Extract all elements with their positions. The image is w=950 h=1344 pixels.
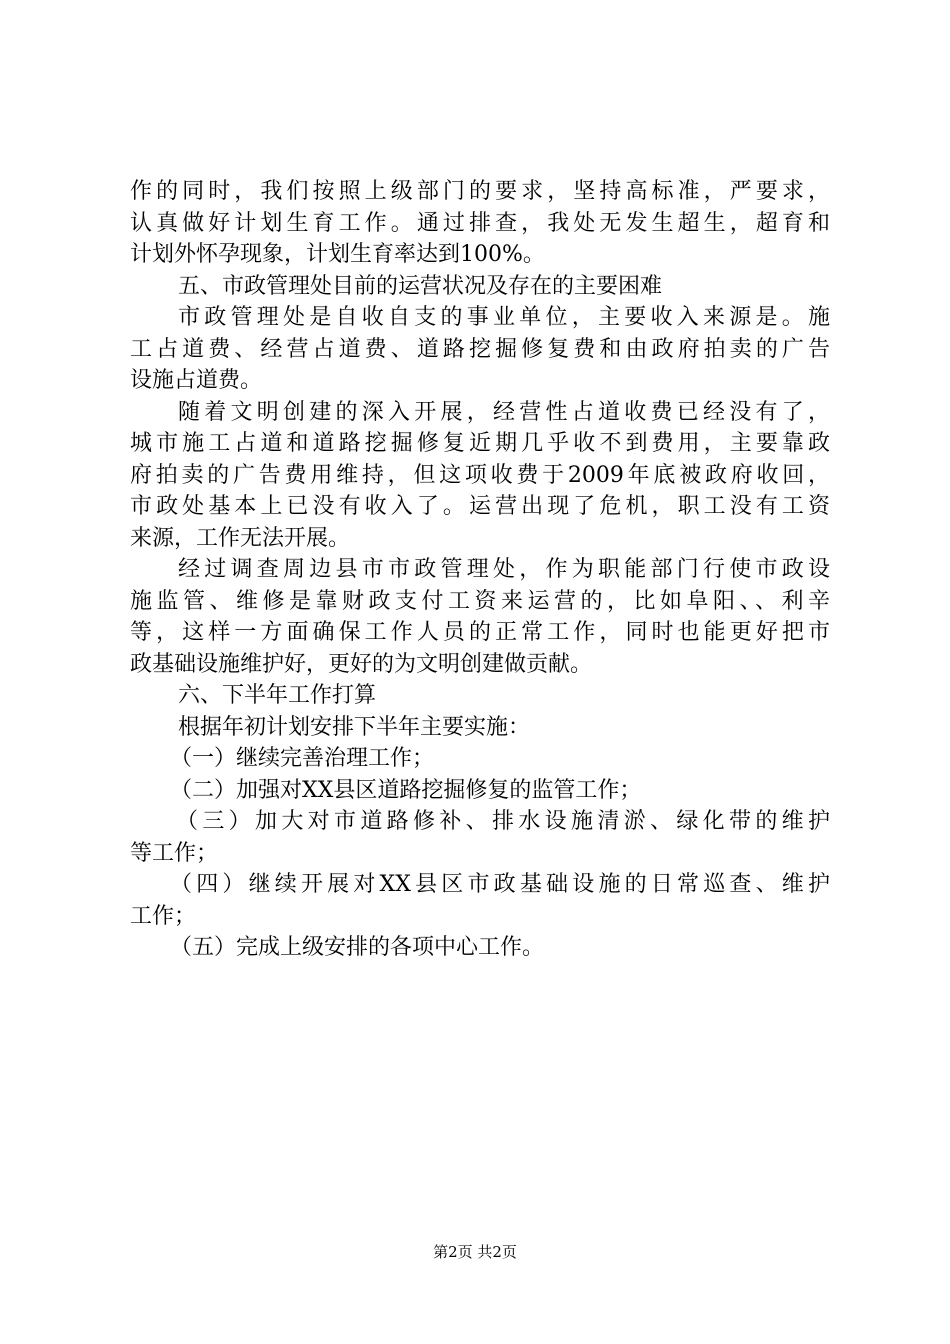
body-line: 根据年初计划安排下半年主要实施： [178, 714, 531, 740]
body-line: 设施占道费。 [130, 368, 263, 393]
body-line: 计划外怀孕现象，计划生育率达到100%。 [130, 242, 545, 267]
body-line: 城市施工占道和道路挖掘修复近期几乎收不到费用，主要靠政 [130, 431, 830, 456]
page-number-footer: 第2页 共2页 [433, 1243, 517, 1261]
list-item: （二）加强对XX县区道路挖掘修复的监管工作； [170, 777, 642, 803]
body-line: 府拍卖的广告费用维持，但这项收费于2009年底被政府收回， [130, 462, 830, 488]
list-item: （一）继续完善治理工作； [170, 746, 435, 771]
body-line: 等，这样一方面确保工作人员的正常工作，同时也能更好把市 [130, 620, 830, 645]
body-line: 政基础设施维护好，更好的为文明创建做贡献。 [130, 651, 593, 677]
list-item: （五）完成上级安排的各项中心工作。 [170, 935, 545, 960]
body-line: 经过调查周边县市市政管理处，作为职能部门行使市政设 [178, 557, 830, 582]
list-item-continuation: 工作； [130, 903, 197, 929]
body-line: 工占道费、经营占道费、道路挖掘修复费和由政府拍卖的广告 [130, 336, 830, 362]
list-item-continuation: 等工作； [130, 840, 219, 866]
body-line: 认真做好计划生育工作。通过排查，我处无发生超生，超育和 [130, 210, 830, 236]
list-item: （三）加大对市道路修补、排水设施清淤、绿化带的维护 [176, 809, 830, 834]
section-heading-five: 五、市政管理处目前的运营状况及存在的主要困难 [178, 273, 663, 299]
document-body [130, 176, 830, 964]
body-line: 市政处基本上已没有收入了。运营出现了危机，职工没有工资 [130, 494, 830, 519]
body-line: 随着文明创建的深入开展，经营性占道收费已经没有了， [178, 399, 830, 425]
body-line: 市政管理处是自收自支的事业单位，主要收入来源是。施 [178, 305, 830, 330]
body-line: 施监管、维修是靠财政支付工资来运营的，比如阜阳、、利辛 [130, 588, 830, 614]
body-line: 作的同时，我们按照上级部门的要求，坚持高标准，严要求， [130, 179, 830, 204]
body-line: 来源，工作无法开展。 [130, 525, 351, 551]
section-heading-six: 六、下半年工作打算 [178, 683, 377, 708]
list-item: （四）继续开展对XX县区市政基础设施的日常巡查、维护 [170, 872, 830, 897]
